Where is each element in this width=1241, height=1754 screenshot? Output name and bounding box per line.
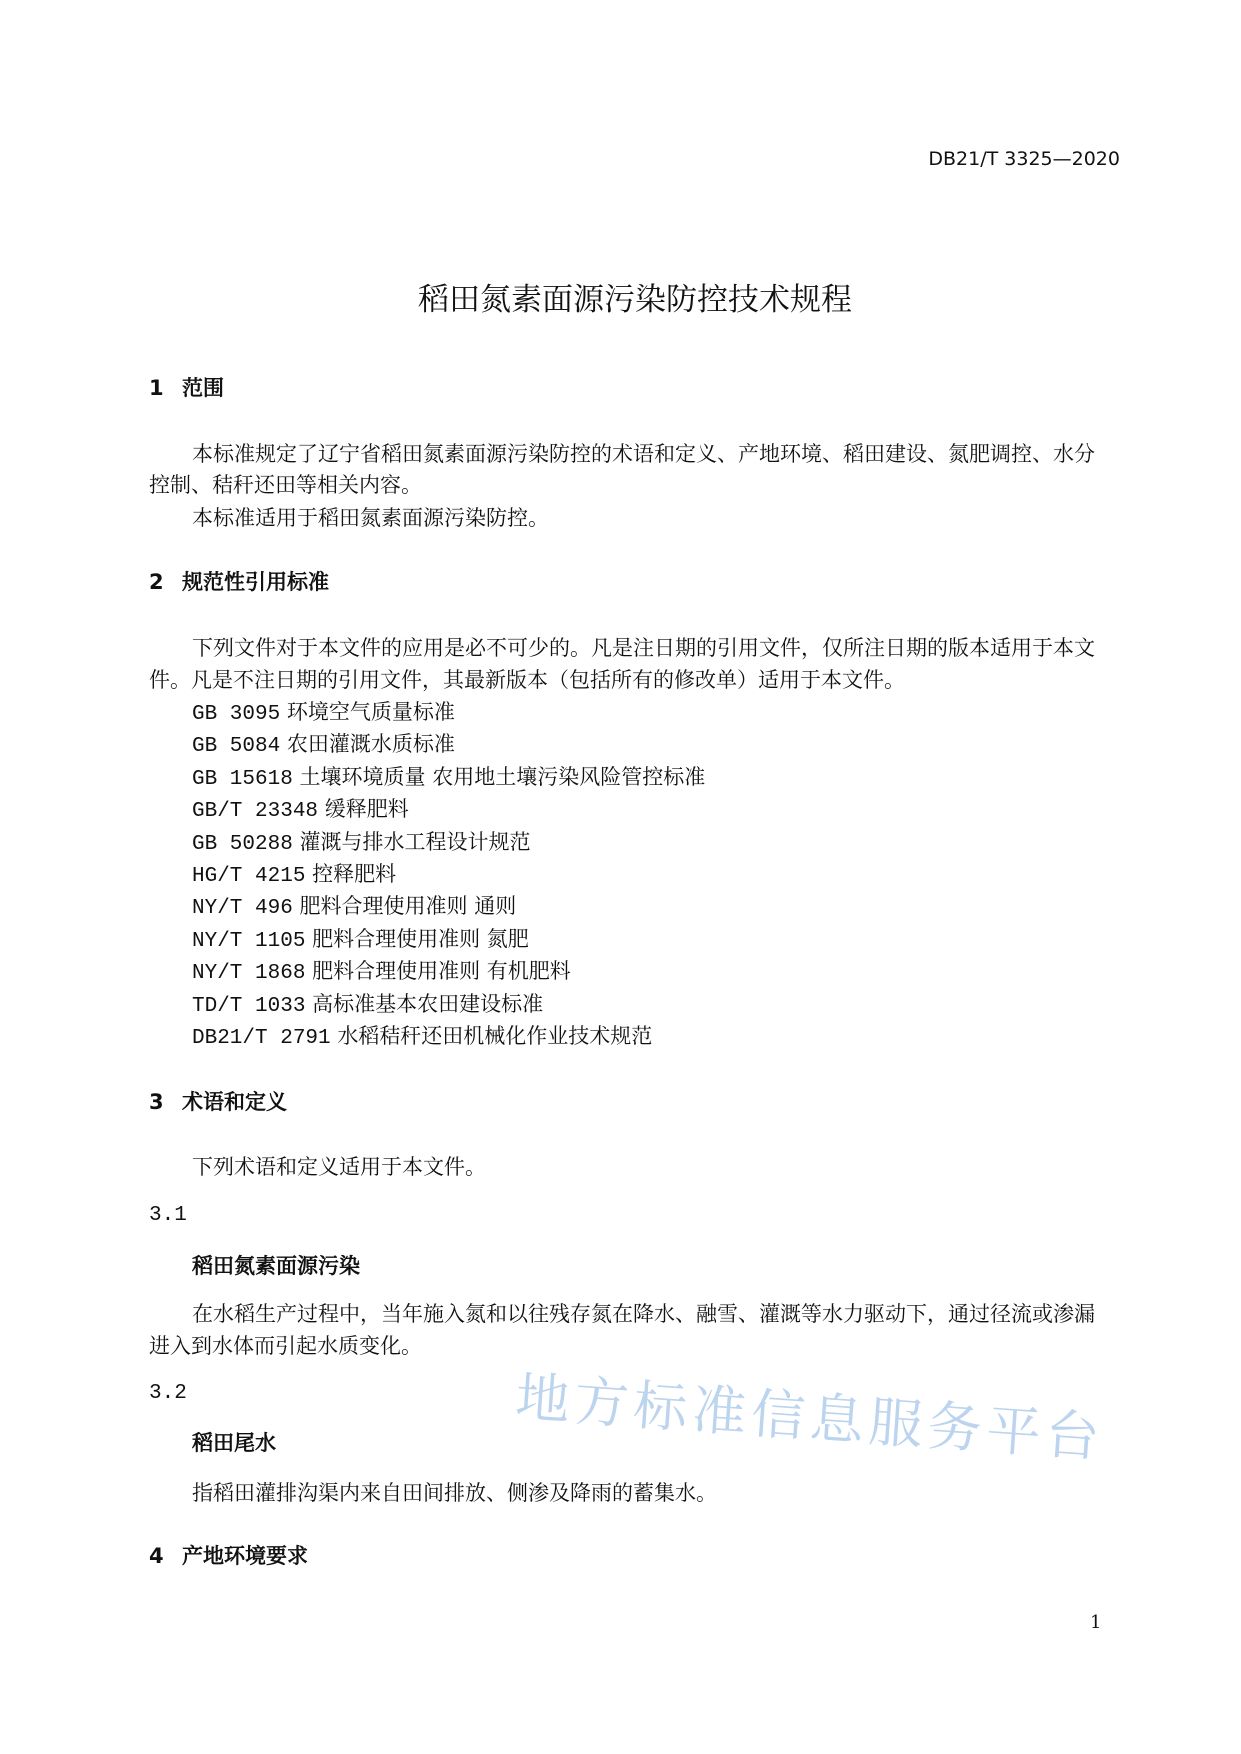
section-heading-3 (149, 1090, 287, 1114)
paragraph-line: 下列术语和定义适用于本文件。 (192, 1155, 486, 1179)
section-heading-4 (149, 1544, 308, 1568)
paragraph-line: 控制、秸秆还田等相关内容。 (149, 473, 422, 497)
reference-item (192, 862, 396, 889)
reference-item (192, 894, 516, 921)
reference-code: GB 3095 (192, 703, 281, 726)
term-number: 3.1 (149, 1204, 187, 1227)
paragraph-line: 本标准适用于稻田氮素面源污染防控。 (192, 506, 549, 530)
document-code: DB21/T 3325—2020 (928, 148, 1120, 170)
reference-code: NY/T 496 (192, 897, 293, 921)
reference-item (192, 1024, 652, 1051)
section-number: 4 (149, 1544, 164, 1568)
reference-title: 肥料合理使用准则 氮肥 (312, 926, 529, 951)
reference-title: 控释肥料 (312, 862, 397, 886)
section-title: 产地环境要求 (182, 1544, 308, 1568)
reference-title: 农田灌溉水质标准 (286, 732, 455, 757)
reference-title: 肥料合理使用准则 通则 (299, 894, 517, 919)
section-number: 1 (149, 376, 164, 400)
reference-title: 环境空气质量标准 (286, 700, 455, 724)
reference-item (192, 959, 571, 986)
section-title: 规范性引用标准 (182, 570, 329, 594)
reference-code: NY/T 1105 (192, 929, 306, 953)
page-number: 1 (1090, 1612, 1102, 1633)
reference-code: NY/T 1868 (192, 962, 306, 986)
reference-code: GB 15618 (192, 767, 293, 791)
section-number: 3 (149, 1090, 164, 1114)
reference-title: 土壤环境质量 农用地土壤污染风险管控标准 (299, 764, 706, 789)
reference-code: GB 5084 (192, 735, 281, 759)
paragraph-line: 下列文件对于本文件的应用是必不可少的。凡是注日期的引用文件，仅所注日期的版本适用于本文 (192, 636, 1095, 660)
reference-title: 灌溉与排水工程设计规范 (299, 829, 531, 854)
section-number: 2 (149, 570, 164, 594)
reference-title: 水稻秸秆还田机械化作业技术规范 (337, 1024, 653, 1048)
term-definition-line: 在水稻生产过程中，当年施入氮和以往残存氮在降水、融雪、灌溉等水力驱动下，通过径流或渗漏 (192, 1302, 1095, 1326)
paragraph-line: 件。凡是不注日期的引用文件，其最新版本（包括所有的修改单）适用于本文件。 (149, 668, 905, 692)
reference-item (192, 830, 531, 857)
reference-item (192, 927, 529, 954)
section-heading-1 (149, 376, 224, 400)
reference-item (192, 765, 705, 792)
reference-code: GB 50288 (192, 832, 293, 856)
reference-title: 缓释肥料 (324, 797, 409, 822)
paragraph-line: 本标准规定了辽宁省稻田氮素面源污染防控的术语和定义、产地环境、稻田建设、氮肥调控、水分 (192, 442, 1095, 466)
section-title: 术语和定义 (182, 1090, 287, 1114)
reference-item (192, 797, 409, 824)
section-title: 范围 (182, 376, 224, 400)
watermark: 地方标准信息服务平台 (513, 1365, 1107, 1470)
term-number: 3.2 (149, 1382, 187, 1405)
reference-code: DB21/T 2791 (192, 1027, 331, 1050)
reference-title: 高标准基本农田建设标准 (312, 991, 544, 1016)
term-definition: 指稻田灌排沟渠内来自田间排放、侧渗及降雨的蓄集水。 (192, 1481, 717, 1505)
term-name: 稻田氮素面源污染 (192, 1254, 360, 1278)
term-definition-line: 进入到水体而引起水质变化。 (149, 1334, 422, 1358)
reference-code: GB/T 23348 (192, 800, 319, 824)
reference-code: HG/T 4215 (192, 865, 306, 888)
term-name: 稻田尾水 (192, 1431, 276, 1455)
reference-item (192, 700, 455, 727)
reference-item (192, 992, 543, 1019)
section-heading-2 (149, 570, 329, 594)
reference-title: 肥料合理使用准则 有机肥料 (312, 959, 571, 984)
reference-item (192, 732, 455, 759)
reference-code: TD/T 1033 (192, 994, 306, 1018)
document-title: 稻田氮素面源污染防控技术规程 (418, 282, 852, 318)
